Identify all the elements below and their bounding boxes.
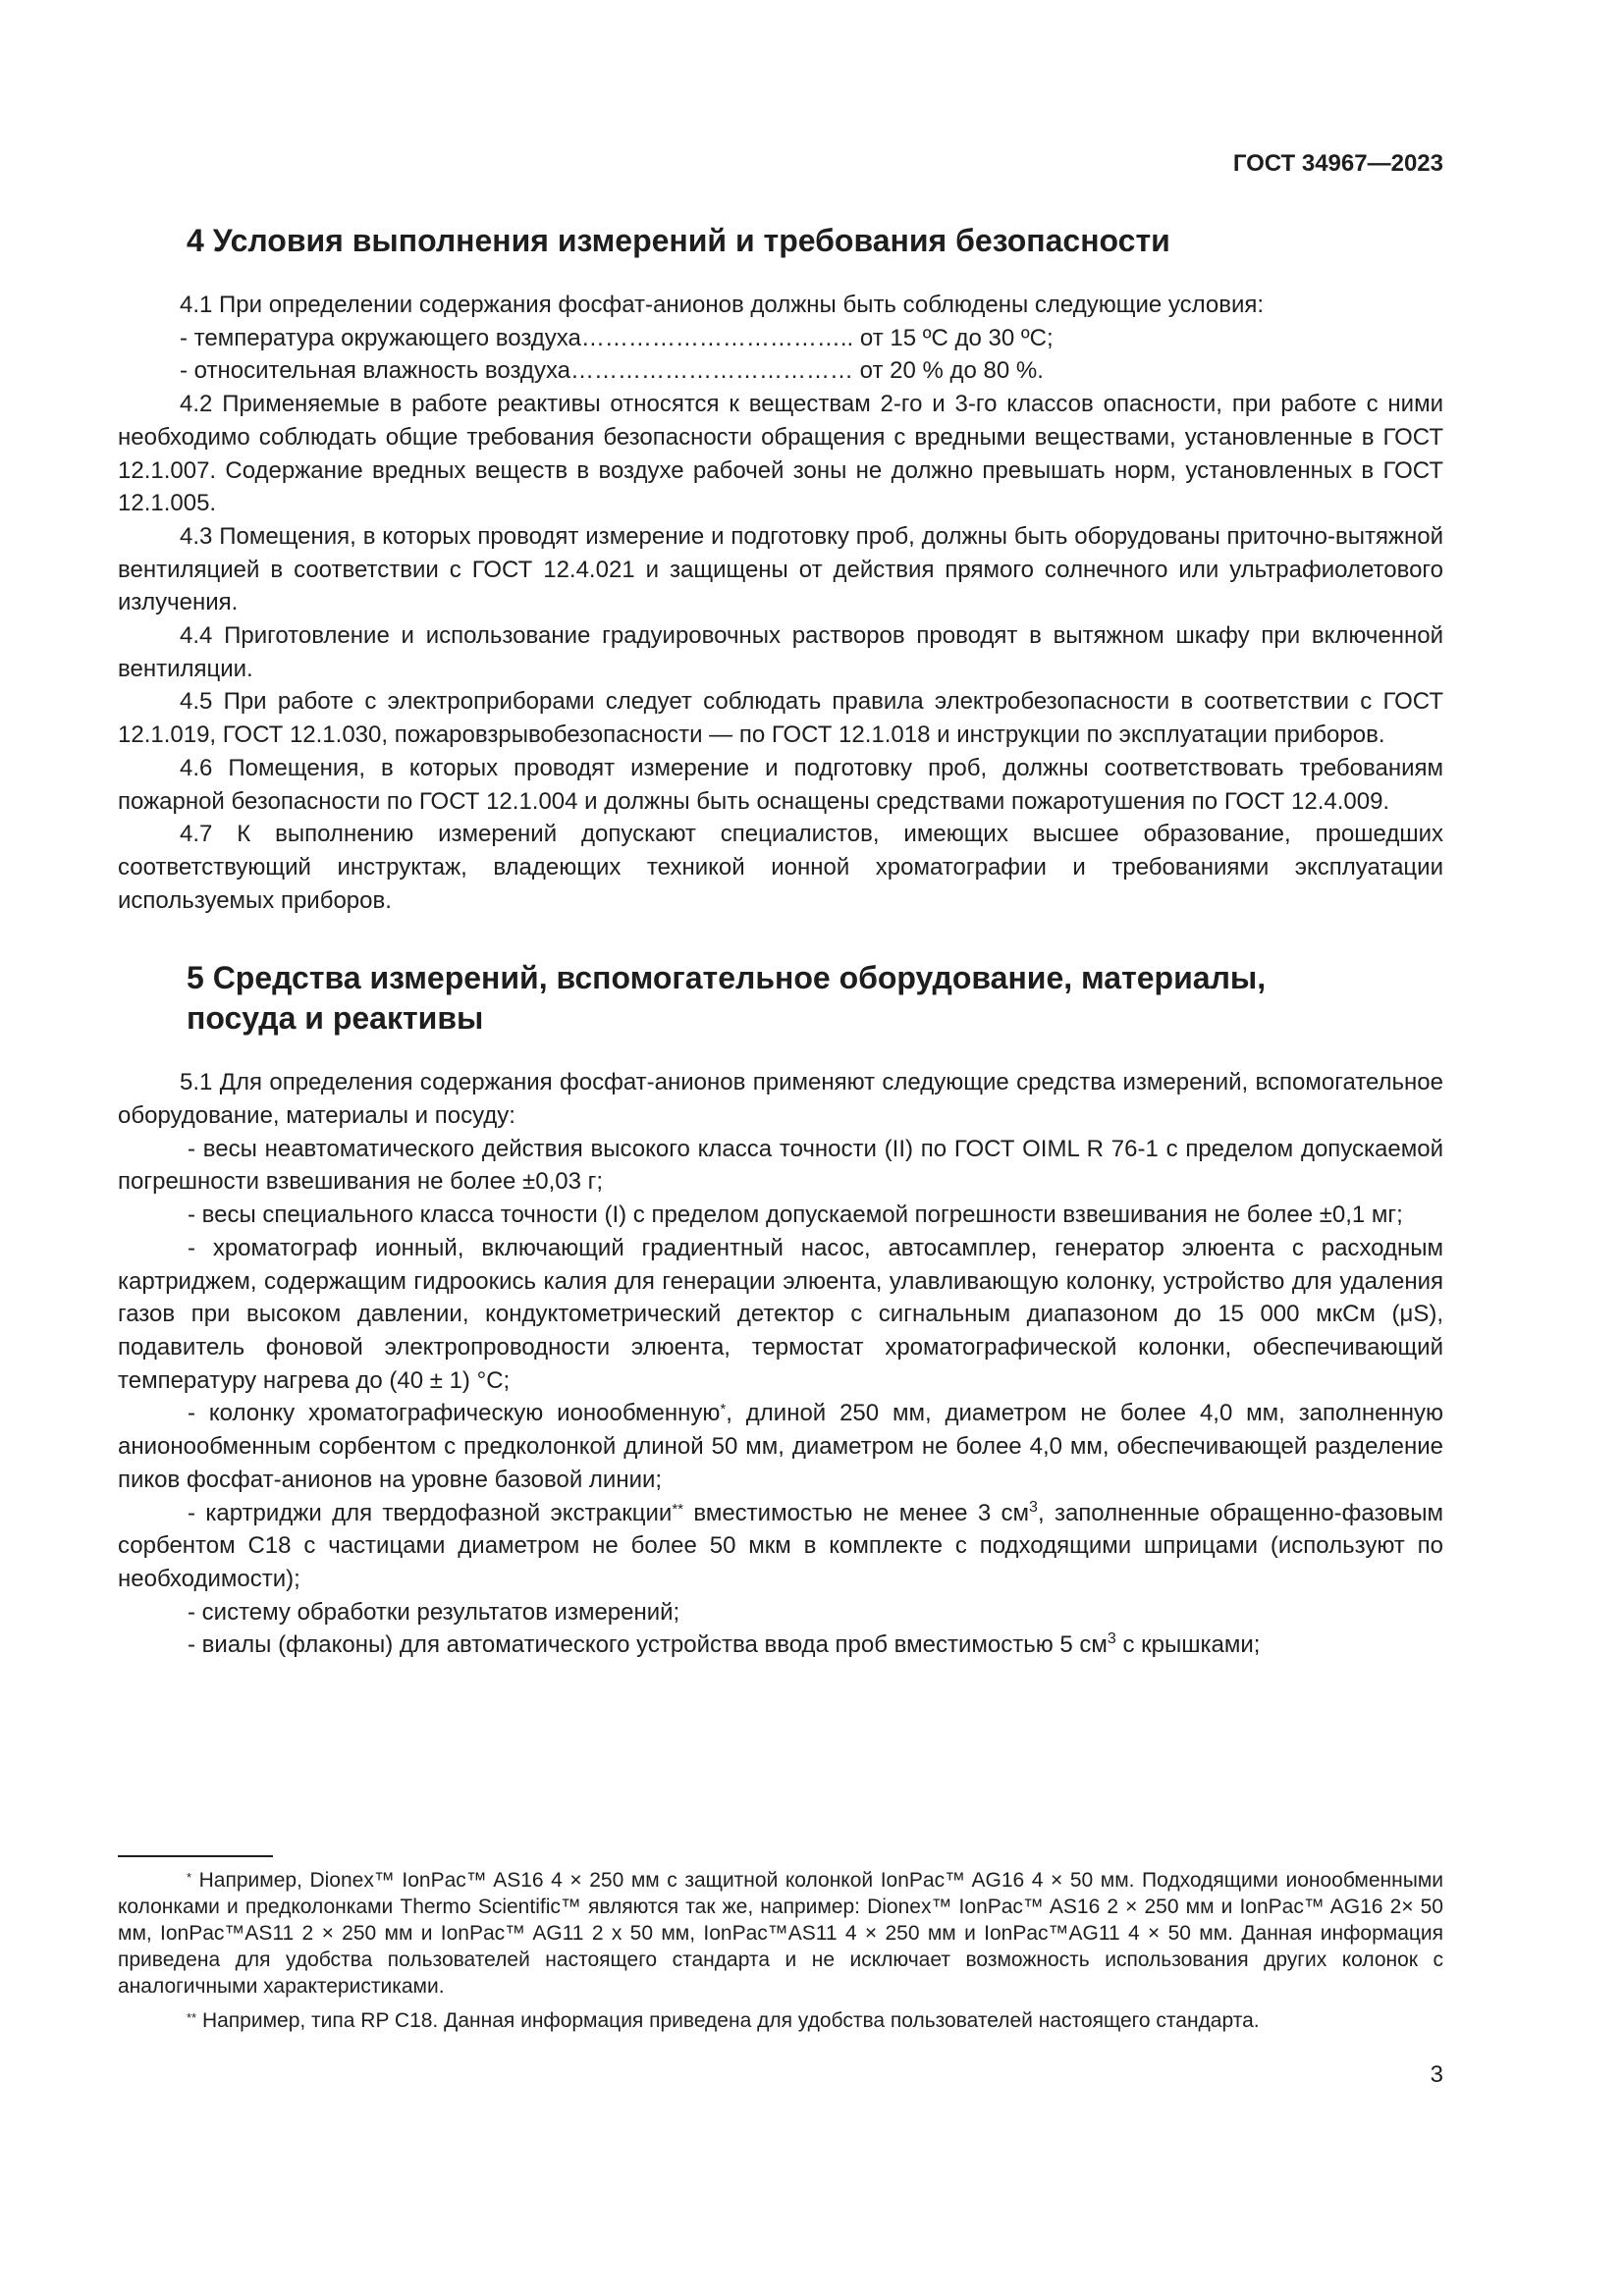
footnote-2-text: Например, типа RP C18. Данная информация приведена для удобства пользователей настоящего стандарта. <box>196 2009 1260 2032</box>
condition-humidity: - относительная влажность воздуха……………………………… от 20 % до 80 %. <box>180 357 1044 385</box>
column-text-start: - колонку хроматографическую ионообменную <box>188 1400 721 1427</box>
vials-exponent: 3 <box>1107 1630 1116 1648</box>
cartridges-text-end: , заполненные обращенно-фазовым сорбентом С18 с частицами диаметром не более 50 мкм в комплекте с подходящими шприцами (используют по необходимости); <box>118 1499 1444 1592</box>
paragraph-4-7: 4.7 К выполнению измерений допускают специалистов, имеющих высшее образование, прошедших соответствующий инструктаж, владеющих техникой ионной хроматографии и требованиями эксплуатации используемых приборов. <box>118 821 1443 914</box>
paragraph-4-2: 4.2 Применяемые в работе реактивы относятся к веществам 2-го и 3-го классов опасности, при работе с ними необходимо соблюдать общие требования безопасности обращения с вредными веществами, установленные в ГОСТ 12.1.007. Содержание вредных веществ в воздухе рабочей зоны не должно превышать норм, установленных в ГОСТ 12.1.005. <box>118 391 1443 517</box>
cartridges-text-mid: вместимостью не менее 3 см <box>683 1499 1030 1526</box>
paragraph-4-5: 4.5 При работе с электроприборами следует соблюдать правила электробезопасности в соответствии с ГОСТ 12.1.019, ГОСТ 12.1.030, пожаровзрывобезопасности — по ГОСТ 12.1.018 и инструкции по эксплуатации приборов. <box>118 688 1443 749</box>
section-5-heading <box>118 958 1443 1039</box>
column-text-end: , длиной 250 мм, диаметром не более 4,0 мм, заполненную анионообменным сорбентом с предколонкой длиной 50 мм, диаметром не более 4,0 мм, обеспечивающей разделение пиков фосфат-анионов на уровне базовой линии; <box>118 1400 1443 1493</box>
list-item-cartridges <box>118 1497 1443 1596</box>
vials-text-end: с крышками; <box>1115 1631 1261 1659</box>
paragraph-4-1: 4.1 При определении содержания фосфат-анионов должны быть соблюдены следующие условия: <box>180 292 1265 318</box>
footnote-divider <box>118 1855 273 1857</box>
vials-text-start: - виалы (флаконы) для автоматического устройства ввода проб вместимостью 5 см <box>188 1631 1108 1659</box>
paragraph-4-4: 4.4 Приготовление и использование градуировочных растворов проводят в вытяжном шкафу при включенной вентиляции. <box>118 622 1443 682</box>
footnote-2 <box>118 2007 1443 2034</box>
footnote-2-mark: ** <box>187 2010 197 2025</box>
footnote-1-mark: * <box>187 1870 192 1885</box>
list-item-processing-system: - систему обработки результатов измерений; <box>188 1598 680 1626</box>
paragraph-4-6: 4.6 Помещения, в которых проводят измерение и подготовку проб, должны соответствовать требованиям пожарной безопасности по ГОСТ 12.1.004 и должны быть оснащены средствами пожаротушения по ГОСТ 12.4.009. <box>118 754 1443 815</box>
footnotes <box>118 1867 1443 2042</box>
section-5-heading-line2: посуда и реактивы <box>187 1000 484 1037</box>
list-item-column <box>118 1397 1443 1496</box>
section-5-heading-line1: 5 Средства измерений, вспомогательное оборудование, материалы, <box>187 960 1267 996</box>
main-content <box>118 221 1443 1662</box>
list-item-vials <box>118 1629 1443 1662</box>
paragraph-5-1: 5.1 Для определения содержания фосфат-анионов применяют следующие средства измерений, вспомогательное оборудование, материалы и посуду: <box>118 1069 1443 1130</box>
section-4-heading: 4 Условия выполнения измерений и требования безопасности <box>187 223 1170 258</box>
cartridges-exponent: 3 <box>1029 1498 1038 1516</box>
footnote-ref-1: * <box>720 1401 727 1418</box>
list-item-scales-special: - весы специального класса точности (I) с пределом допускаемой погрешности взвешивания не более ±0,1 мг; <box>188 1201 1403 1229</box>
document-code: ГОСТ 34967—2023 <box>1232 150 1443 177</box>
footnote-1 <box>118 1867 1443 2000</box>
cartridges-text-start: - картриджи для твердофазной экстракции <box>188 1499 673 1526</box>
page-number: 3 <box>1430 2061 1443 2088</box>
paragraph-4-3: 4.3 Помещения, в которых проводят измерение и подготовку проб, должны быть оборудованы приточно-вытяжной вентиляцией в соответствии с ГОСТ 12.4.021 и защищены от действия прямого солнечного или ультрафиолетового излучения. <box>118 522 1443 616</box>
list-item-scales-nonautomatic: - весы неавтоматического действия высокого класса точности (II) по ГОСТ OIML R 76-1 с пределом допускаемой погрешности взвешивания не более ±0,03 г; <box>118 1135 1443 1196</box>
footnote-1-text: Например, Dionex™ IonPac™ AS16 4 × 250 мм с защитной колонкой IonPac™ AG16 4 × 50 мм. Подходящими ионообменными колонками и предколонками Thermo Scientific™ являются так же, например: Dionex™ IonPac™ AS16 2 × 250 мм и IonPac™ AG16 2× 50 мм, IonPac™AS11 2 × 250 мм и IonPac™ AG11 2 х 50 мм, IonPac™AS11 4 × 250 мм и IonPac™AG11 4 × 50 мм. Данная информация приведена для удобства пользователей настоящего стандарта и не исключает возможность использования других колонок с аналогичными характеристиками. <box>118 1869 1443 1998</box>
condition-temperature: - температура окружающего воздуха…………………………….. от 15 ºС до 30 ºС; <box>180 324 1054 351</box>
footnote-ref-2: ** <box>672 1500 684 1518</box>
list-item-chromatograph: - хроматограф ионный, включающий градиентный насос, автосамплер, генератор элюента с расходным картриджем, содержащим гидроокись калия для генерации элюента, улавливающую колонку, устройство для удаления газов при высоком давлении, кондуктометрический детектор с сигнальным диапазоном до 15 000 мкСм (μS), подавитель фоновой электропроводности элюента, термостат хроматографической колонки, обеспечивающий температуру нагрева до (40 ± 1) °С; <box>118 1234 1443 1394</box>
